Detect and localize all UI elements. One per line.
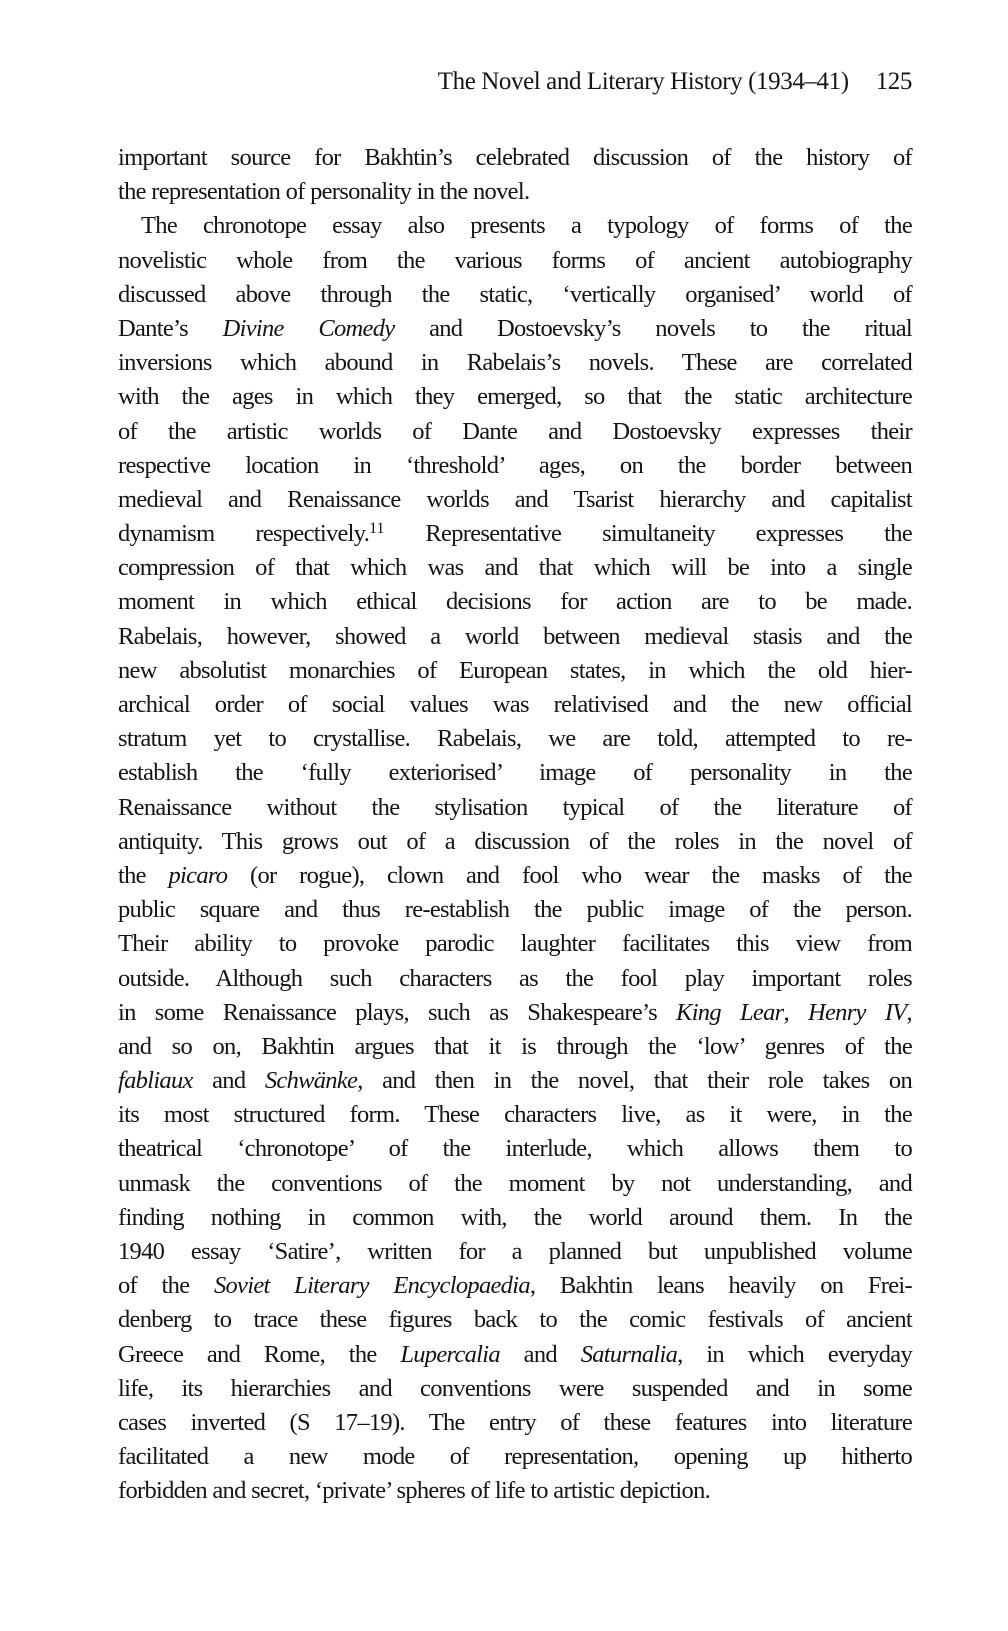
page-header xyxy=(118,68,912,96)
text-run: important source for Bakhtin’s celebrated discussion of the history of xyxy=(118,144,912,171)
text-line xyxy=(118,1303,912,1337)
text-line xyxy=(118,209,912,243)
text-line xyxy=(118,346,912,380)
text-run: novelistic whole from the various forms of ancient autobiography xyxy=(118,246,912,274)
text-line xyxy=(118,141,912,175)
text-run: , Bakhtin leans heavily on Frei- xyxy=(529,1272,912,1300)
text-run: , and then in the novel, that their role takes on xyxy=(357,1067,912,1095)
page-number: 125 xyxy=(875,68,912,95)
text-run: and xyxy=(499,1340,581,1368)
text-run: finding nothing in common with, the world around them. In the xyxy=(118,1203,912,1231)
italic-text-run: Divine Comedy xyxy=(222,314,395,342)
text-line xyxy=(118,1201,912,1235)
text-run: and Dostoevsky’s novels to the ritual xyxy=(394,314,912,342)
text-line xyxy=(118,175,912,209)
text-run: and xyxy=(192,1067,265,1095)
text-run: , in which everyday xyxy=(677,1340,913,1368)
text-run: , xyxy=(906,998,912,1026)
italic-text-run: Saturnalia xyxy=(580,1340,678,1368)
text-run: Their ability to provoke parodic laughter facilitates this view from xyxy=(118,930,912,958)
text-run: with the ages in which they emerged, so that the static architecture xyxy=(118,383,912,411)
text-line xyxy=(118,585,912,619)
text-run: public square and thus re-establish the public image of the person. xyxy=(118,896,912,924)
text-run: new absolutist monarchies of European states, in which the old hier- xyxy=(118,656,912,684)
text-run: 1940 essay ‘Satire’, written for a planned but unpublished volume xyxy=(118,1238,912,1265)
text-run: Greece and Rome, the xyxy=(118,1340,401,1368)
text-run: unmask the conventions of the moment by not understanding, and xyxy=(118,1169,912,1197)
text-line xyxy=(118,996,912,1030)
text-run: its most structured form. These characters live, as it were, in the xyxy=(118,1101,912,1129)
text-line xyxy=(118,1406,912,1440)
footnote-reference: 11 xyxy=(369,520,385,538)
text-run: denberg to trace these figures back to the comic festivals of ancient xyxy=(118,1306,912,1334)
text-run: establish the ‘fully exteriorised’ image of personality in the xyxy=(118,759,912,787)
italic-text-run: picaro xyxy=(168,861,228,889)
text-line xyxy=(118,962,912,996)
text-run: theatrical ‘chronotope’ of the interlude, which allows them to xyxy=(118,1135,912,1163)
text-line xyxy=(118,1372,912,1406)
text-line xyxy=(118,688,912,722)
text-line xyxy=(118,1167,912,1201)
text-run: antiquity. This grows out of a discussion of the roles in the novel of xyxy=(118,827,912,855)
text-run: the representation of personality in the novel. xyxy=(118,178,530,206)
text-run: Dante’s xyxy=(118,314,223,342)
text-run: outside. Although such characters as the fool play important roles xyxy=(118,964,912,992)
text-run: of the xyxy=(118,1272,214,1300)
text-run: respective location in ‘threshold’ ages, on the border between xyxy=(118,451,912,479)
text-line xyxy=(118,517,912,551)
text-line xyxy=(118,825,912,859)
text-line xyxy=(118,1064,912,1098)
text-run: cases inverted (S 17–19). The entry of these features into literature xyxy=(118,1408,912,1436)
text-run: archical order of social values was relativised and the new official xyxy=(118,691,912,718)
italic-text-run: King Lear xyxy=(676,998,784,1026)
text-line xyxy=(118,1269,912,1303)
text-line xyxy=(118,380,912,414)
text-run: stratum yet to crystallise. Rabelais, we are told, attempted to re- xyxy=(118,725,912,753)
text-line xyxy=(118,415,912,449)
text-line xyxy=(118,1440,912,1474)
text-line xyxy=(118,859,912,893)
text-line xyxy=(118,244,912,278)
text-line xyxy=(118,1474,912,1508)
text-line xyxy=(118,449,912,483)
text-run: The chronotope essay also presents a typology of forms of the xyxy=(141,212,912,240)
text-run: forbidden and secret, ‘private’ spheres of life to artistic depiction. xyxy=(118,1477,711,1505)
text-line xyxy=(118,722,912,756)
text-run: facilitated a new mode of representation, opening up hitherto xyxy=(118,1443,912,1471)
text-line xyxy=(118,1030,912,1064)
text-line xyxy=(118,893,912,927)
text-run: (or rogue), clown and fool who wear the masks of the xyxy=(227,861,912,889)
italic-text-run: fabliaux xyxy=(118,1067,193,1095)
text-run: compression of that which was and that which will be into a single xyxy=(118,554,912,582)
text-run: , xyxy=(783,998,808,1026)
text-line xyxy=(118,551,912,585)
text-run: medieval and Renaissance worlds and Tsarist hierarchy and capitalist xyxy=(118,485,912,513)
text-line xyxy=(118,1235,912,1269)
text-line xyxy=(118,483,912,517)
text-line xyxy=(118,756,912,790)
text-line xyxy=(118,927,912,961)
text-run: in some Renaissance plays, such as Shakespeare’s xyxy=(118,998,677,1026)
text-line xyxy=(118,654,912,688)
text-run: discussed above through the static, ‘vertically organised’ world of xyxy=(118,280,912,308)
text-run: of the artistic worlds of Dante and Dostoevsky expresses their xyxy=(118,417,912,445)
text-run: inversions which abound in Rabelais’s novels. These are correlated xyxy=(118,349,912,377)
text-line xyxy=(118,1338,912,1372)
italic-text-run: Henry IV xyxy=(808,998,907,1026)
text-run: dynamism respectively. xyxy=(118,520,370,548)
text-run: the xyxy=(118,861,169,889)
text-line xyxy=(118,312,912,346)
text-line xyxy=(118,1132,912,1166)
text-line xyxy=(118,791,912,825)
text-block xyxy=(118,141,912,1509)
text-run: life, its hierarchies and conventions were suspended and in some xyxy=(118,1374,912,1402)
running-title: The Novel and Literary History (1934–41) xyxy=(437,68,849,95)
italic-text-run: Schwänke xyxy=(264,1067,358,1095)
italic-text-run: Lupercalia xyxy=(400,1340,500,1368)
italic-text-run: Soviet Literary Encyclopaedia xyxy=(213,1272,530,1300)
text-run: and so on, Bakhtin argues that it is through the ‘low’ genres of the xyxy=(118,1032,912,1060)
text-run: moment in which ethical decisions for action are to be made. xyxy=(118,588,912,616)
text-run: Representative simultaneity expresses the xyxy=(384,520,912,548)
text-line xyxy=(118,1098,912,1132)
text-run: Renaissance without the stylisation typical of the literature of xyxy=(118,793,912,821)
text-line xyxy=(118,278,912,312)
text-run: Rabelais, however, showed a world between medieval stasis and the xyxy=(118,622,912,650)
text-line xyxy=(118,620,912,654)
